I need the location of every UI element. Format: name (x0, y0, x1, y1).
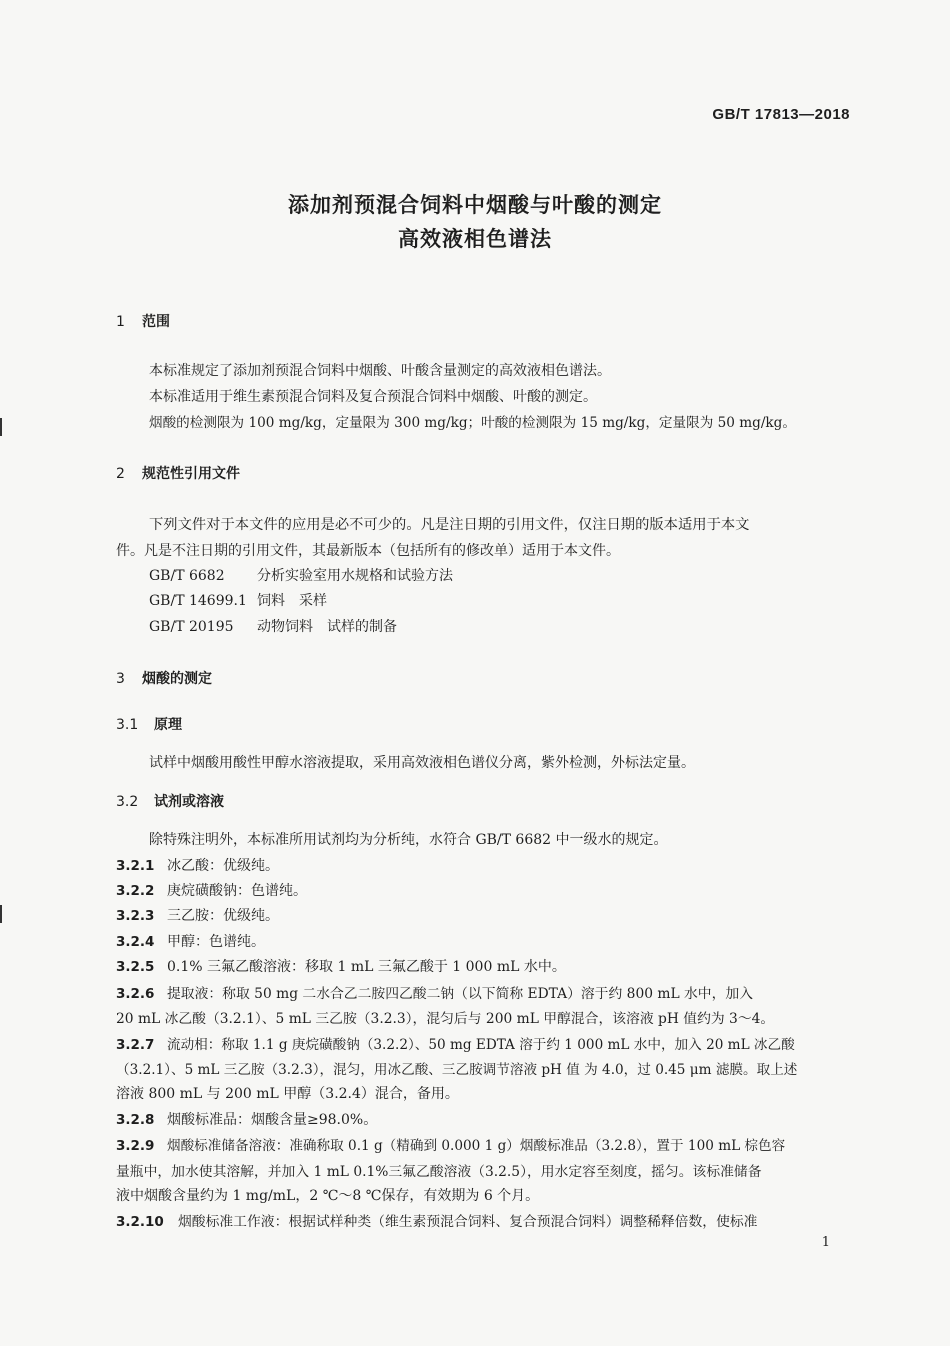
clause-continuation: 20 mL 冰乙酸（3.2.1）、5 mL 三乙胺（3.2.3），混匀后与 200 mL 甲醇混合，该溶液 pH 值约为 3～4。 (116, 1011, 775, 1027)
reference-name: 动物饲料 试样的制备 (257, 619, 397, 635)
clause-text: 庚烷磺酸钠：色谱纯。 (167, 883, 307, 899)
scan-edge-mark (0, 418, 2, 436)
reference-code: GB/T 20195 (149, 619, 234, 635)
subsection-3-2-heading (116, 791, 224, 811)
clause-item (116, 1109, 377, 1129)
reference-name: 饲料 采样 (257, 593, 327, 609)
clause-continuation: 液中烟酸含量约为 1 mg/mL，2 ℃～8 ℃保存，有效期为 6 个月。 (116, 1188, 540, 1204)
paragraph-continuation: 件。凡是不注日期的引用文件，其最新版本（包括所有的修改单）适用于本文件。 (116, 543, 620, 559)
subsection-3-1-heading (116, 714, 182, 734)
clause-item (116, 1033, 795, 1053)
clause-text: 流动相：称取 1.1 g 庚烷磺酸钠（3.2.2）、50 mg EDTA 溶于约 1 000 mL 水中，加入 20 mL 冰乙酸 (167, 1037, 795, 1053)
clause-text: 提取液：称取 50 mg 二水合乙二胺四乙酸二钠（以下简称 EDTA）溶于约 800 mL 水中，加入 (167, 986, 753, 1002)
subsection-number: 3.2 (116, 794, 139, 810)
clause-number: 3.2.6 (116, 986, 155, 1002)
clause-text: 烟酸标准工作液：根据试样种类（维生素预混合饲料、复合预混合饲料）调整稀释倍数，使标准 (178, 1214, 758, 1230)
clause-continuation: 溶液 800 mL 与 200 mL 甲醇（3.2.4）混合，备用。 (116, 1086, 459, 1102)
reference-code: GB/T 6682 (149, 568, 225, 584)
clause-number: 3.2.10 (116, 1214, 164, 1230)
section-number: 3 (116, 671, 125, 687)
subsection-number: 3.1 (116, 717, 139, 733)
section-1-heading (116, 311, 170, 331)
reference-name: 分析实验室用水规格和试验方法 (257, 568, 453, 584)
clause-number: 3.2.9 (116, 1138, 155, 1154)
clause-text: 烟酸标准品：烟酸含量≥98.0%。 (167, 1112, 378, 1128)
title-line-1: 添加剂预混合饲料中烟酸与叶酸的测定 (288, 193, 662, 217)
normative-reference (149, 565, 453, 585)
section-number: 1 (116, 314, 125, 330)
paragraph: 试样中烟酸用酸性甲醇水溶液提取，采用高效液相色谱仪分离，紫外检测，外标法定量。 (149, 755, 695, 771)
subsection-title: 原理 (154, 717, 182, 733)
clause-number: 3.2.8 (116, 1112, 155, 1128)
clause-item (116, 905, 279, 925)
clause-text: 烟酸标准储备溶液：准确称取 0.1 g（精确到 0.000 1 g）烟酸标准品（3.2.8），置于 100 mL 棕色容 (167, 1138, 786, 1154)
document-title (0, 188, 950, 256)
section-title: 烟酸的测定 (142, 671, 212, 687)
clause-text: 0.1% 三氟乙酸溶液：移取 1 mL 三氟乙酸于 1 000 mL 水中。 (167, 959, 566, 975)
subsection-title: 试剂或溶液 (154, 794, 224, 810)
clause-number: 3.2.4 (116, 934, 155, 950)
section-title: 规范性引用文件 (142, 466, 240, 482)
clause-continuation: 量瓶中，加水使其溶解，并加入 1 mL 0.1%三氟乙酸溶液（3.2.5），用水定容至刻度，摇匀。该标准储备 (116, 1164, 762, 1180)
normative-reference (149, 590, 327, 610)
standard-code: GB/T 17813—2018 (712, 106, 850, 123)
scan-edge-mark (0, 905, 2, 923)
clause-item (116, 956, 566, 976)
paragraph: 除特殊注明外，本标准所用试剂均为分析纯，水符合 GB/T 6682 中一级水的规定。 (149, 832, 668, 848)
section-3-heading (116, 668, 212, 688)
clause-item (116, 880, 307, 900)
clause-item (116, 931, 265, 951)
title-line-2: 高效液相色谱法 (398, 227, 552, 251)
clause-number: 3.2.5 (116, 959, 155, 975)
clause-item (116, 982, 753, 1002)
clause-number: 3.2.3 (116, 908, 155, 924)
clause-continuation: （3.2.1）、5 mL 三乙胺（3.2.3），混匀，用冰乙酸、三乙胺调节溶液 pH 值 为 4.0，过 0.45 μm 滤膜。取上述 (116, 1062, 798, 1078)
paragraph: 烟酸的检测限为 100 mg/kg，定量限为 300 mg/kg；叶酸的检测限为 15 mg/kg，定量限为 50 mg/kg。 (149, 415, 796, 431)
clause-number: 3.2.7 (116, 1037, 155, 1053)
paragraph: 下列文件对于本文件的应用是必不可少的。凡是注日期的引用文件，仅注日期的版本适用于本文 (149, 517, 750, 533)
clause-number: 3.2.1 (116, 858, 155, 874)
paragraph: 本标准规定了添加剂预混合饲料中烟酸、叶酸含量测定的高效液相色谱法。 (149, 363, 611, 379)
reference-code: GB/T 14699.1 (149, 593, 247, 609)
clause-item (116, 1210, 757, 1230)
clause-text: 三乙胺：优级纯。 (167, 908, 279, 924)
page-number: 1 (821, 1235, 830, 1250)
section-title: 范围 (142, 314, 170, 330)
clause-number: 3.2.2 (116, 883, 155, 899)
section-number: 2 (116, 466, 125, 482)
clause-text: 甲醇：色谱纯。 (167, 934, 265, 950)
paragraph: 本标准适用于维生素预混合饲料及复合预混合饲料中烟酸、叶酸的测定。 (149, 389, 597, 405)
clause-item (116, 1134, 785, 1154)
clause-text: 冰乙酸：优级纯。 (167, 858, 279, 874)
normative-reference (149, 616, 397, 636)
clause-item (116, 855, 279, 875)
section-2-heading (116, 463, 240, 483)
